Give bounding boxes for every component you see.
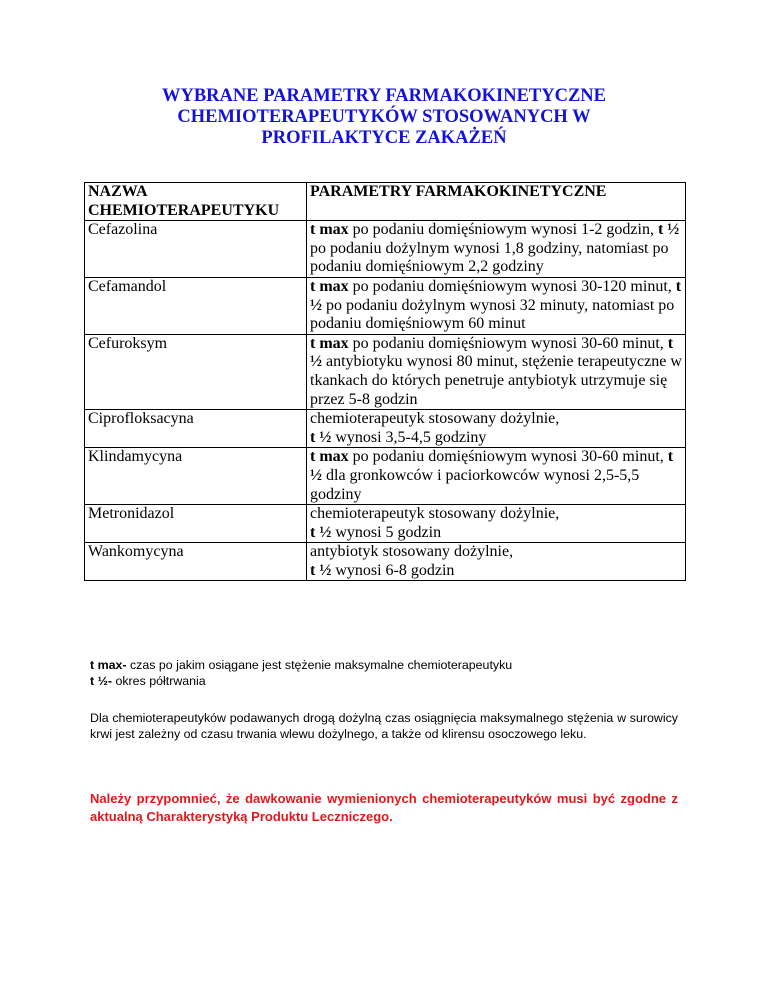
parameter-term: t max [310, 277, 349, 295]
parameter-text: antybiotyku wynosi 80 minut, stężenie terapeutyczne w tkankach do których penetruje antybiotyk utrzymuje się przez 5-8 godzin [310, 353, 682, 408]
drug-name: Cefazolina [85, 221, 307, 278]
drug-parameters [307, 505, 686, 543]
drug-parameters [307, 334, 686, 409]
parameter-text: po podaniu dożylnym wynosi 32 minuty, natomiast po podaniu domięśniowym 60 minut [310, 296, 675, 333]
legend-tmax-definition: czas po jakim osiągane jest stężenie maksymalne chemioterapeutyku [126, 658, 513, 672]
parameter-term: t ½ [310, 448, 674, 484]
drug-name: Klindamycyna [85, 448, 307, 505]
table-row [85, 448, 686, 505]
drug-parameters [307, 277, 686, 334]
document-title [100, 86, 668, 149]
parameter-text: dla gronkowców i paciorkowców wynosi 2,5-5,5 godziny [310, 466, 640, 503]
parameter-term: t max [310, 334, 349, 352]
parameter-text: wynosi 3,5-4,5 godziny [331, 428, 487, 446]
header-drug-name: NAZWA CHEMIOTERAPEUTYKU [85, 183, 307, 221]
drug-name: Ciprofloksacyna [85, 410, 307, 448]
parameter-text: wynosi 5 godzin [331, 523, 442, 541]
drug-parameters [307, 543, 686, 581]
parameter-text: po podaniu dożylnym wynosi 1,8 godziny, natomiast po podaniu domięśniowym 2,2 godziny [310, 239, 669, 276]
parameter-text: po podaniu domięśniowym wynosi 30-60 minut, [348, 334, 668, 352]
dosage-warning: Należy przypomnieć, że dawkowanie wymienionych chemioterapeutyków musi być zgodne z aktualną Charakterystyką Produktu Leczniczego. [90, 791, 678, 824]
legend-thalf [90, 673, 678, 689]
parameter-term: t max [310, 448, 349, 466]
legend-thalf-definition: okres półtrwania [112, 674, 206, 688]
legend [90, 657, 678, 689]
header-parameters: PARAMETRY FARMAKOKINETYCZNE [307, 183, 686, 221]
parameter-text: chemioterapeutyk stosowany dożylnie, [310, 410, 560, 428]
parameter-term: t ½ [310, 523, 332, 541]
parameter-text: wynosi 6-8 godzin [331, 561, 455, 579]
table-header-row [85, 183, 686, 221]
table-row [85, 334, 686, 409]
drug-parameters [307, 410, 686, 448]
legend-tmax-term: t max- [90, 658, 127, 672]
parameter-text: po podaniu domięśniowym wynosi 1-2 godzin, [348, 221, 658, 239]
title-line-1: WYBRANE PARAMETRY FARMAKOKINETYCZNE [161, 86, 607, 106]
legend-tmax [90, 657, 678, 673]
table-body [85, 221, 686, 581]
parameter-term: t ½ [310, 428, 332, 446]
table-row [85, 221, 686, 278]
table-row [85, 277, 686, 334]
parameter-text: chemioterapeutyk stosowany dożylnie, [310, 505, 560, 523]
legend-thalf-term: t ½- [90, 674, 113, 688]
title-line-2: CHEMIOTERAPEUTYKÓW STOSOWANYCH W [177, 107, 591, 127]
parameter-term: t max [310, 221, 349, 239]
drug-name: Cefuroksym [85, 334, 307, 409]
drug-parameters [307, 221, 686, 278]
parameter-term: t ½ [310, 277, 682, 314]
parameter-text: po podaniu domięśniowym wynosi 30-60 minut, [348, 448, 668, 466]
table-row [85, 505, 686, 543]
parameter-text: po podaniu domięśniowym wynosi 30-120 minut, [348, 277, 676, 295]
drug-name: Cefamandol [85, 277, 307, 334]
parameter-text: antybiotyk stosowany dożylnie, [310, 543, 514, 561]
drug-parameters [307, 448, 686, 505]
drug-name: Wankomycyna [85, 543, 307, 581]
parameter-term: t ½ [657, 221, 680, 239]
table-row [85, 543, 686, 581]
pharmacokinetics-table [84, 182, 686, 581]
title-line-3: PROFILAKTYCE ZAKAŻEŃ [261, 128, 507, 148]
infusion-note: Dla chemioterapeutyków podawanych drogą dożylną czas osiągnięcia maksymalnego stężenia w surowicy krwi jest zależny od czasu trwania wlewu dożylnego, a także od klirensu osoczowego leku. [90, 711, 678, 741]
parameter-term: t ½ [310, 334, 674, 371]
drug-name: Metronidazol [85, 505, 307, 543]
parameter-term: t ½ [310, 561, 332, 579]
table-row [85, 410, 686, 448]
